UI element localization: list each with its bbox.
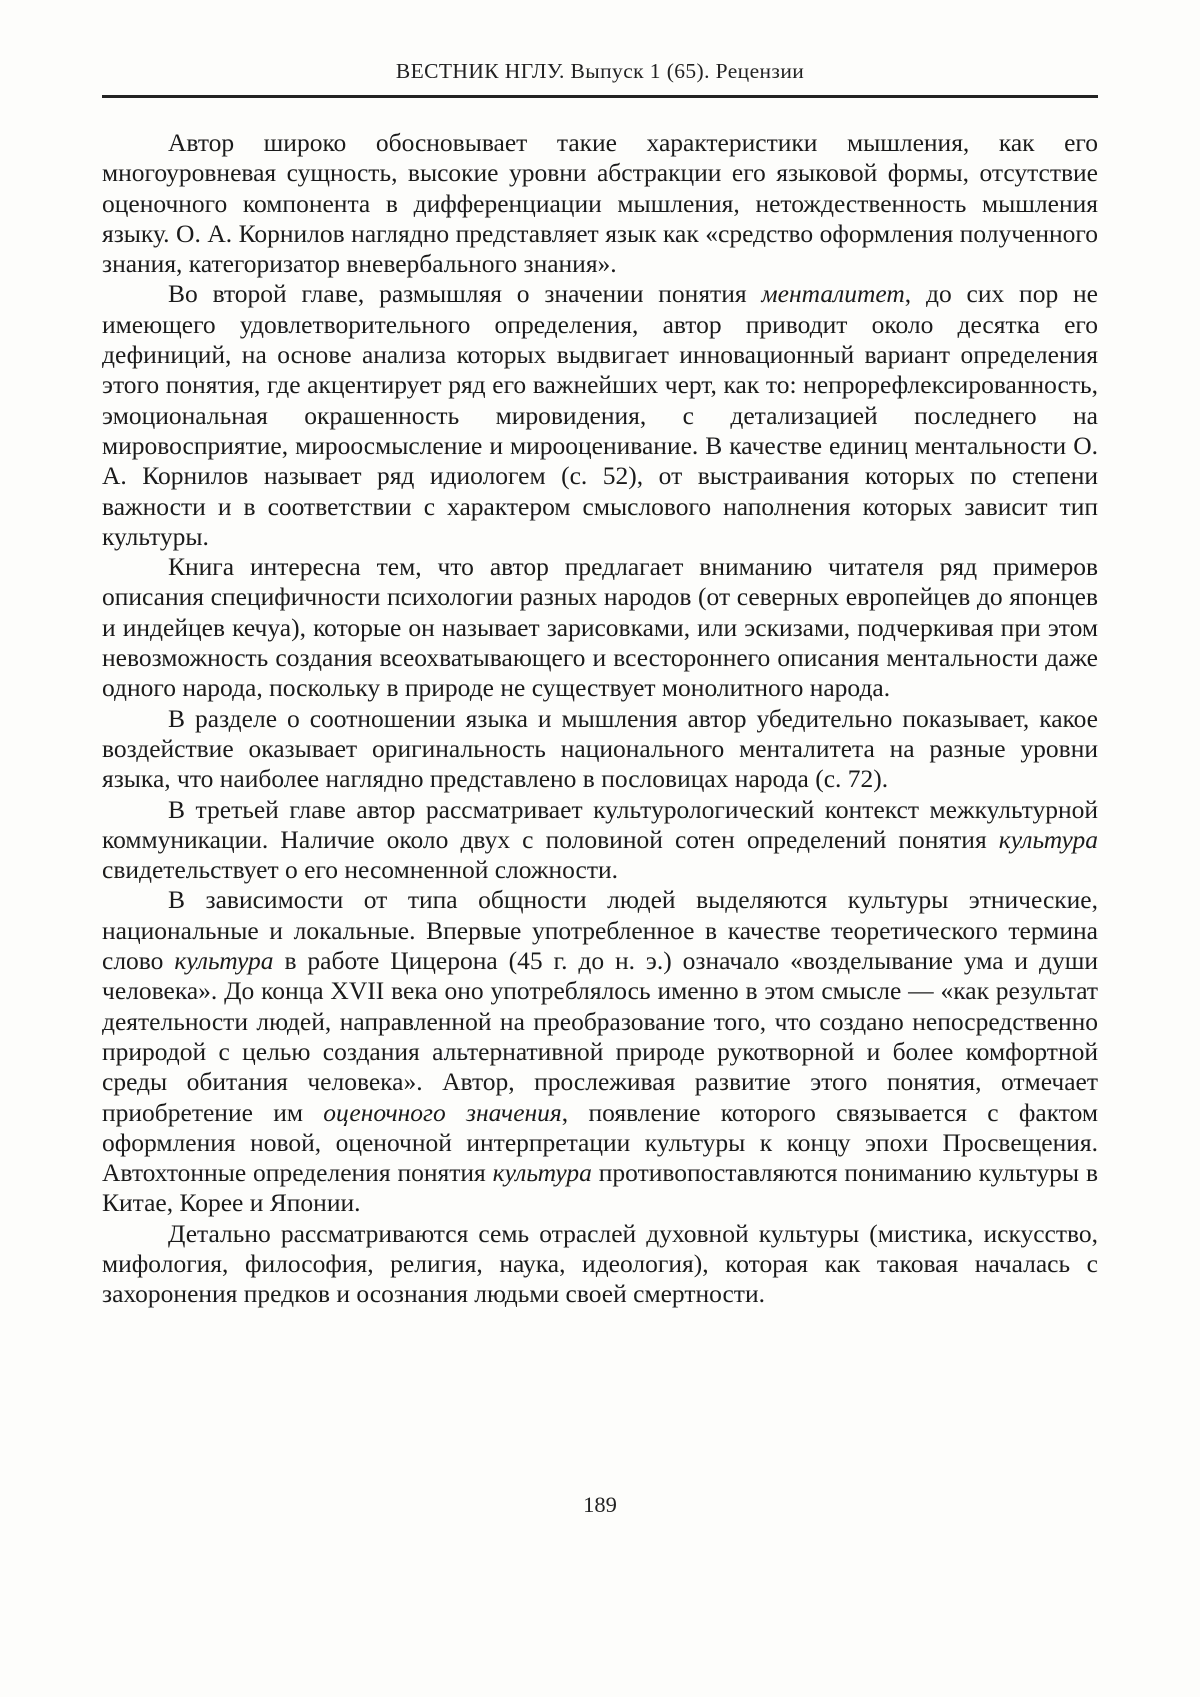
paragraph xyxy=(102,1219,1098,1310)
text-run: в работе Цицерона (45 г. до н. э.) означало «возделывание ума и души человека». До конца XVII века оно употреблялось именно в этом смысле — «как результат деятельности людей, направленной на преобразование того, что создано непосредственно природой с целью создания альтернативной природе рукотворной и более комфортной среды обитания человека». Автор, прослеживая развитие этого понятия, отмечает приобретение им xyxy=(102,946,1098,1127)
page-header xyxy=(102,58,1098,98)
text-run: свидетельствует о его несомненной сложности. xyxy=(102,855,619,885)
italic-text-run: культура xyxy=(492,1158,592,1188)
text-run: Во второй главе, размышляя о значении понятия xyxy=(168,279,762,309)
text-run: противопоставляются пониманию культуры в Китае, Корее и Японии. xyxy=(102,1158,1098,1218)
paragraph xyxy=(102,128,1098,279)
text-run: В разделе о соотношении языка и мышления автор убедительно показывает, какое воздействие оказывает оригинальность национального менталитета на разные уровни языка, что наиболее наглядно представлено в пословицах народа (с. 72). xyxy=(102,703,1098,794)
italic-text-run: менталитет xyxy=(761,279,905,309)
journal-title: ВЕСТНИК НГЛУ. Выпуск 1 (65). Рецензии xyxy=(395,59,805,83)
page-footer xyxy=(0,1492,1200,1518)
page-number: 189 xyxy=(583,1492,617,1517)
italic-text-run: культура xyxy=(998,824,1098,854)
article-body xyxy=(102,128,1098,1310)
text-run: Автор широко обосновывает такие характеристики мышления, как его многоуровневая сущность, высокие уровни абстракции его языковой формы, отсутствие оценочного компонента в дифференциации мышления, нетождественность мышления языку. О. А. Корнилов наглядно представляет язык как «средство оформления полученного знания, категоризатор вневербального знания». xyxy=(102,128,1098,279)
text-run: В зависимости от типа общности людей выделяются культуры этнические, национальные и локальные. Впервые употребленное в качестве теоретического термина слово xyxy=(102,885,1098,976)
header-rule xyxy=(102,95,1098,98)
paragraph xyxy=(102,885,1098,1218)
paragraph xyxy=(102,279,1098,552)
italic-text-run: оценочного значения xyxy=(323,1097,562,1127)
text-run: В третьей главе автор рассматривает культурологический контекст межкультурной коммуникации. Наличие около двух с половиной сотен определений понятия xyxy=(102,794,1098,854)
paragraph xyxy=(102,704,1098,795)
text-run: , до сих пор не имеющего удовлетворительного определения, автор приводит около десятка его дефиниций, на основе анализа которых выдвигает инновационный вариант определения этого понятия, где акцентирует ряд его важнейших черт, как то: непрорефлексированность, эмоциональная окрашенность мировидения, с детализацией последнего на мировосприятие, мироосмысление и мирооценивание. В качестве единиц ментальности О. А. Корнилов называет ряд идиологем (с. 52), от выстраивания которых по степени важности и в соответствии с характером смыслового наполнения которых зависит тип культуры. xyxy=(102,279,1098,551)
text-run: , появление которого связывается с фактом оформления новой, оценочной интерпретации культуры к концу эпохи Просвещения. Автохтонные определения понятия xyxy=(102,1097,1098,1188)
paragraph xyxy=(102,552,1098,703)
paragraph xyxy=(102,795,1098,886)
text-run: Книга интересна тем, что автор предлагает вниманию читателя ряд примеров описания специфичности психологии разных народов (от северных европейцев до японцев и индейцев кечуа), которые он называет зарисовками, или эскизами, подчеркивая при этом невозможность создания всеохватывающего и всестороннего описания ментальности даже одного народа, поскольку в природе не существует монолитного народа. xyxy=(102,552,1098,703)
italic-text-run: культура xyxy=(174,946,274,976)
text-run: Детально рассматриваются семь отраслей духовной культуры (мистика, искусство, мифология, философия, религия, наука, идеология), которая как таковая началась с захоронения предков и осознания людьми своей смертности. xyxy=(102,1218,1098,1309)
